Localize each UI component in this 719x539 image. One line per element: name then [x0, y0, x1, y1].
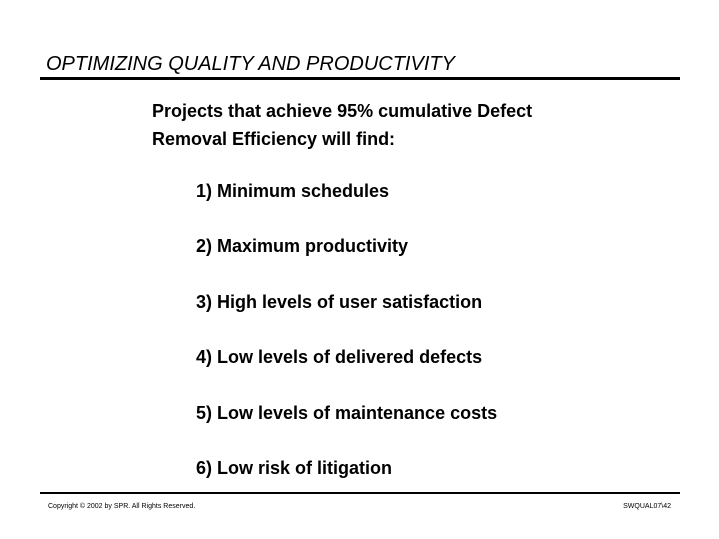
intro-line-1: Projects that achieve 95% cumulative Defect: [152, 101, 533, 121]
point-litigation-risk: 6) Low risk of litigation: [196, 458, 393, 478]
copyright-notice: Copyright © 2002 by SPR. All Rights Reserved.: [48, 503, 196, 510]
point-user-satisfaction: 3) High levels of user satisfaction: [196, 292, 483, 312]
footer-divider: [40, 492, 680, 494]
point-minimum-schedules: 1) Minimum schedules: [196, 181, 390, 201]
title-underline: [40, 77, 680, 80]
point-delivered-defects: 4) Low levels of delivered defects: [196, 347, 483, 367]
point-maximum-productivity: 2) Maximum productivity: [196, 236, 409, 256]
intro-line-2: Removal Efficiency will find:: [152, 129, 396, 149]
intro-text: [152, 97, 532, 153]
document-code: SWQUAL07\42: [623, 503, 671, 510]
point-maintenance-costs: 5) Low levels of maintenance costs: [196, 403, 498, 423]
slide-title: OPTIMIZING QUALITY AND PRODUCTIVITY: [46, 53, 455, 75]
